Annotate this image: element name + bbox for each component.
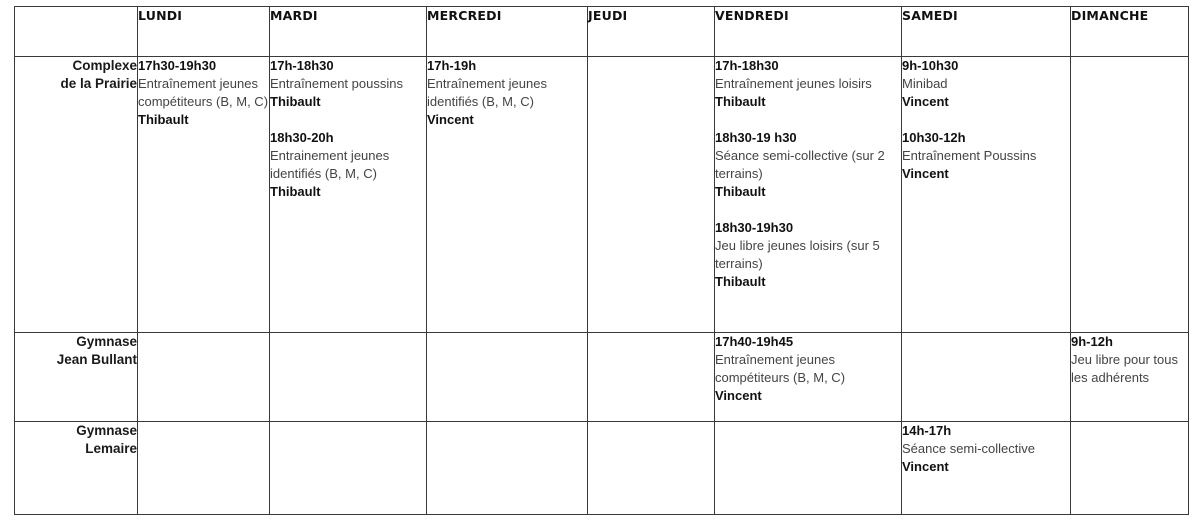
- corner-cell: [15, 7, 138, 57]
- session-coach: Thibault: [270, 94, 321, 109]
- session-block: [715, 129, 901, 201]
- session-coach: Thibault: [715, 94, 766, 109]
- session-time: 17h-18h30: [270, 58, 334, 73]
- schedule-cell: [715, 333, 902, 422]
- session-time: 17h30-19h30: [138, 58, 217, 73]
- session-description: Minibad: [902, 76, 948, 91]
- venue-row: [15, 57, 1189, 333]
- schedule-table: [14, 6, 1189, 515]
- schedule-cell: [715, 422, 902, 515]
- schedule-cell: [902, 57, 1071, 333]
- session-coach: Thibault: [138, 112, 189, 127]
- venue-name-line: de la Prairie: [60, 76, 137, 91]
- session-description: Séance semi-collective (sur 2 terrains): [715, 148, 885, 181]
- session-description: Séance semi-collective: [902, 441, 1035, 456]
- schedule-cell: [427, 57, 588, 333]
- day-header-mardi: MARDI: [270, 7, 427, 57]
- session-block: [715, 219, 901, 291]
- day-header-jeudi: JEUDI: [588, 7, 715, 57]
- schedule-cell: [427, 333, 588, 422]
- session-description: Entraînement jeunes loisirs: [715, 76, 872, 91]
- schedule-cell: [270, 333, 427, 422]
- schedule-cell: [902, 333, 1071, 422]
- schedule-cell: [138, 422, 270, 515]
- session-block: [270, 129, 426, 201]
- day-header-dimanche: DIMANCHE: [1071, 7, 1189, 57]
- venue-name-line: Complexe: [72, 58, 137, 73]
- session-time: 9h-10h30: [902, 58, 959, 73]
- session-time: 18h30-19h30: [715, 220, 794, 235]
- schedule-cell: [588, 422, 715, 515]
- session-description: Entraînement poussins: [270, 76, 403, 91]
- venue-row: [15, 422, 1189, 515]
- session-block: [270, 57, 426, 111]
- session-description: Entraînement Poussins: [902, 148, 1037, 163]
- session-description: Entraînement jeunes compétiteurs (B, M, C): [715, 352, 846, 385]
- session-time: 17h-19h: [427, 58, 477, 73]
- session-block: [138, 57, 269, 129]
- venue-name-line: Gymnase: [76, 334, 137, 349]
- schedule-cell: [588, 57, 715, 333]
- schedule-cell: [138, 333, 270, 422]
- day-header-vendredi: VENDREDI: [715, 7, 902, 57]
- session-coach: Vincent: [902, 459, 949, 474]
- venue-name: [15, 333, 138, 422]
- session-description: Jeu libre jeunes loisirs (sur 5 terrains): [715, 238, 880, 271]
- session-coach: Vincent: [427, 112, 474, 127]
- venue-row: [15, 333, 1189, 422]
- schedule-cell: [902, 422, 1071, 515]
- venue-name-line: Lemaire: [85, 441, 137, 456]
- venue-name-line: Gymnase: [76, 423, 137, 438]
- session-time: 14h-17h: [902, 423, 952, 438]
- session-description: Entraînement jeunes compétiteurs (B, M, C): [138, 76, 269, 109]
- session-description: Jeu libre pour tous les adhérents: [1071, 352, 1178, 385]
- schedule-cell: [1071, 57, 1189, 333]
- session-block: [715, 57, 901, 111]
- header-row: [15, 7, 1189, 57]
- session-block: [902, 422, 1070, 476]
- day-header-samedi: SAMEDI: [902, 7, 1071, 57]
- schedule-cell: [1071, 422, 1189, 515]
- session-block: [427, 57, 587, 129]
- session-time: 10h30-12h: [902, 130, 966, 145]
- schedule-cell: [588, 333, 715, 422]
- day-header-mercredi: MERCREDI: [427, 7, 588, 57]
- session-coach: Thibault: [715, 274, 766, 289]
- venue-name: [15, 422, 138, 515]
- session-description: Entrainement jeunes identifiés (B, M, C): [270, 148, 390, 181]
- schedule-cell: [270, 422, 427, 515]
- venue-name-line: Jean Bullant: [56, 352, 137, 367]
- schedule-cell: [715, 57, 902, 333]
- session-block: [902, 129, 1070, 183]
- session-coach: Vincent: [715, 388, 762, 403]
- session-time: 9h-12h: [1071, 334, 1113, 349]
- session-coach: Thibault: [715, 184, 766, 199]
- session-block: [1071, 333, 1188, 387]
- session-coach: Thibault: [270, 184, 321, 199]
- session-time: 17h-18h30: [715, 58, 779, 73]
- session-description: Entraînement jeunes identifiés (B, M, C): [427, 76, 547, 109]
- session-coach: Vincent: [902, 94, 949, 109]
- venue-name: [15, 57, 138, 333]
- session-block: [715, 333, 901, 405]
- session-block: [902, 57, 1070, 111]
- session-time: 18h30-19 h30: [715, 130, 797, 145]
- day-header-lundi: LUNDI: [138, 7, 270, 57]
- session-time: 18h30-20h: [270, 130, 334, 145]
- schedule-cell: [270, 57, 427, 333]
- session-time: 17h40-19h45: [715, 334, 794, 349]
- schedule-cell: [138, 57, 270, 333]
- schedule-cell: [1071, 333, 1189, 422]
- schedule-cell: [427, 422, 588, 515]
- session-coach: Vincent: [902, 166, 949, 181]
